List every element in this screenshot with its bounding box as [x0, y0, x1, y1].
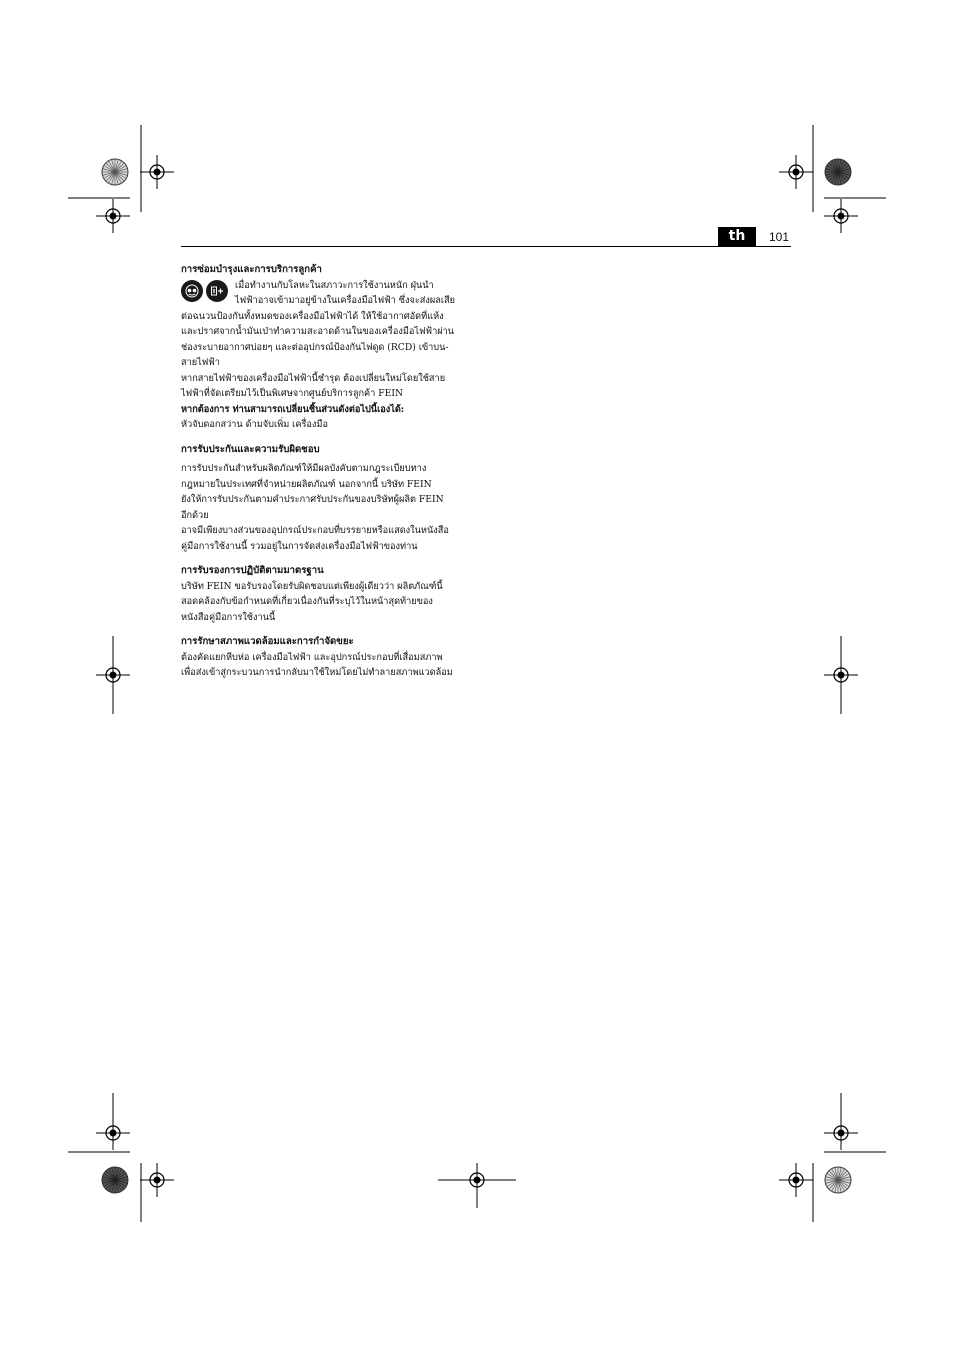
header-rule [181, 246, 791, 247]
registration-target-icon [824, 658, 858, 692]
maintenance-paragraph-2: หากสายไฟฟ้าของเครื่องมือไฟฟ้านี้ชำรุด ต้องเปลี่ยนใหม่โดยใช้สาย ไฟฟ้าที่จัดเตรียมไว้เป็นพิเศษจากศูนย์บริการลูกค้า FEIN [181, 372, 446, 399]
section-title-warranty: การรับประกันและความรับผิดชอบ [181, 443, 320, 455]
safety-icons-row [181, 278, 481, 309]
maintenance-intro: เมื่อทำงานกับโลหะในสภาวะการใช้งานหนัก ฝุ่นนำ ไฟฟ้าอาจเข้ามาอยู่ข้างในเครื่องมือไฟฟ้า ซึ่งจะส่งผลเสีย [235, 279, 456, 306]
registration-target-icon [96, 658, 130, 692]
color-star-target-icon [825, 1167, 851, 1193]
replaceable-parts-list: หัวจับดอกสว่าน ด้ามจับเพิ่ม เครื่องมือ [181, 419, 328, 430]
registration-target-icon [96, 199, 130, 233]
dust-mask-icon [206, 280, 228, 302]
environment-paragraph: ต้องคัดแยกหีบห่อ เครื่องมือไฟฟ้า และอุปกรณ์ประกอบที่เสื่อมสภาพ เพื่อส่งเข้าสู่กระบวนการนำกลับมาใช้ใหม่โดยไม่ทำลายสภาพแวดล้อม [181, 651, 453, 678]
registration-target-icon [779, 1163, 813, 1197]
registration-target-icon [96, 1116, 130, 1150]
safety-icons [181, 278, 235, 302]
maintenance-paragraph-1: ต่อฉนวนป้องกันทั้งหมดของเครื่องมือไฟฟ้าได้ ให้ใช้อากาศอัดที่แห้ง และปราศจากน้ำมันเป่าทำความสะอาดด้านในของเครื่องมือไฟฟ้าผ่าน ช่องระบายอากาศบ่อยๆ และต่ออุปกรณ์ป้องกันไฟดูด (RCD) เข้าบน- สายไฟฟ้า [181, 310, 455, 368]
color-star-target-icon [102, 1167, 128, 1193]
replaceable-parts-heading: หากต้องการ ท่านสามารถเปลี่ยนชิ้นส่วนดังต่อไปนี้เองได้: [181, 403, 405, 415]
registration-target-icon [140, 155, 174, 189]
goggles-icon [181, 280, 203, 302]
section-title-environment: การรักษาสภาพแวดล้อมและการกำจัดขยะ [181, 636, 354, 647]
page-number: 101 [769, 230, 790, 244]
main-content [181, 262, 481, 681]
registration-target-icon [824, 199, 858, 233]
warranty-paragraph-1: การรับประกันสำหรับผลิตภัณฑ์ให้มีผลบังคับตามกฎระเบียบทาง กฎหมายในประเทศที่จำหน่ายผลิตภัณฑ์ นอกจากนี้ บริษัท FEIN ยังให้การรับประกันตามคำประกาศรับประกันของบริษัทผู้ผลิต FEIN อีกด้วย [181, 463, 444, 521]
registration-target-icon [824, 1116, 858, 1150]
section-title-maintenance: การซ่อมบำรุงและการบริการลูกค้า [181, 264, 322, 275]
registration-target-icon [140, 1163, 174, 1197]
warranty-paragraph-2: อาจมีเพียงบางส่วนของอุปกรณ์ประกอบที่บรรยายหรือแสดงในหนังสือ คู่มือการใช้งานนี้ รวมอยู่ในการจัดส่งเครื่องมือไฟฟ้าของท่าน [181, 525, 449, 552]
color-star-target-icon [102, 159, 128, 185]
registration-target-icon [779, 155, 813, 189]
section-title-conformity: การรับรองการปฏิบัติตามมาตรฐาน [181, 565, 324, 576]
color-star-target-icon [825, 159, 851, 185]
conformity-paragraph: บริษัท FEIN ขอรับรองโดยรับผิดชอบแต่เพียงผู้เดียวว่า ผลิตภัณฑ์นี้ สอดคล้องกับข้อกำหนดที่เกี่ยวเนื่องกันที่ระบุไว้ในหน้าสุดท้ายของ หนังสือคู่มือการใช้งานนี้ [181, 580, 443, 623]
language-tab: th [718, 227, 756, 246]
